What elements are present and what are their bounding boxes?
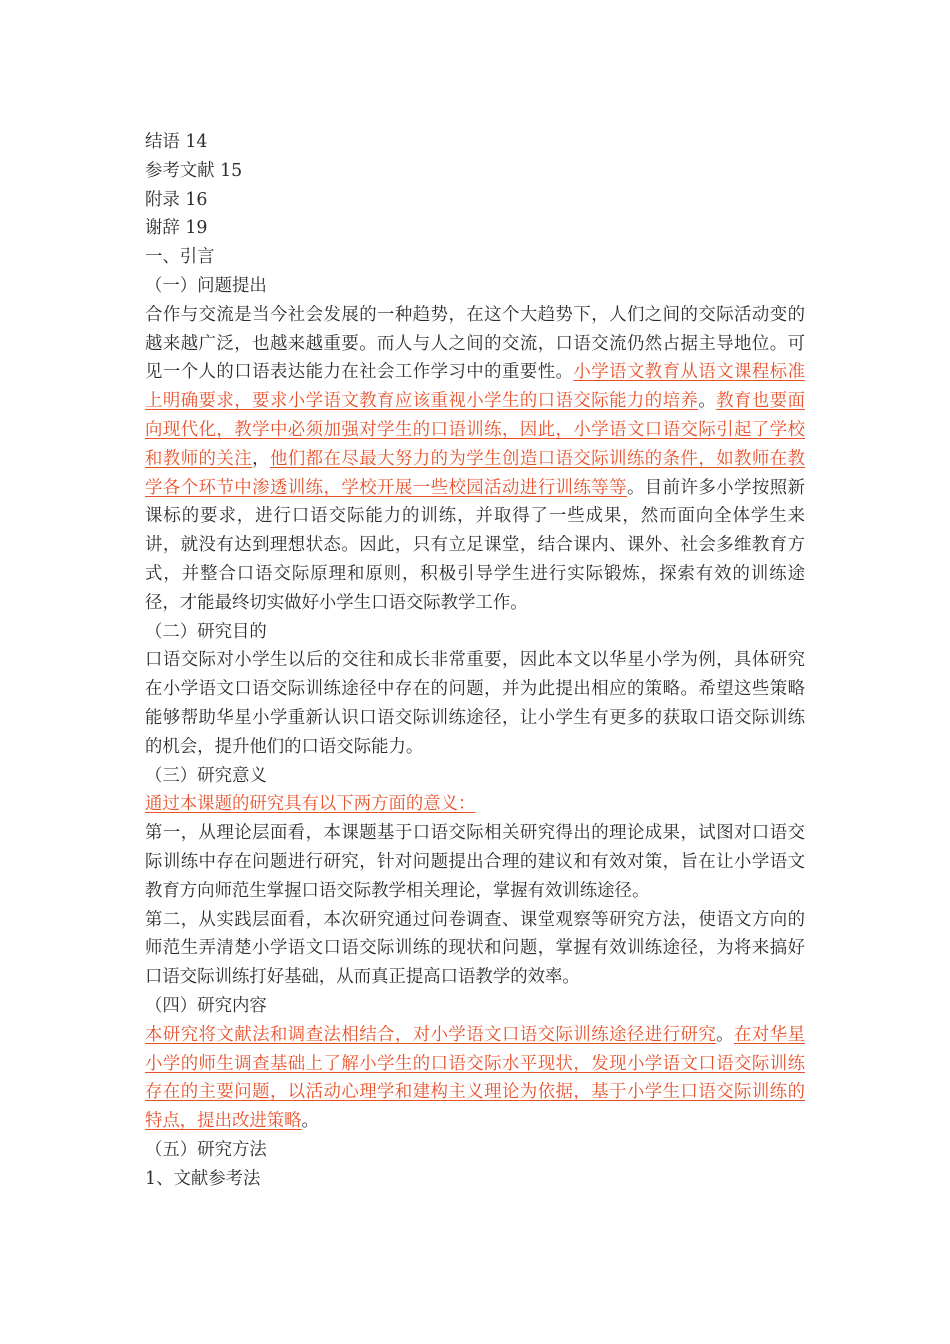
highlighted-text: 他们都在尽最大努力的为学生创造口语交际训练的条件，如教师在教学各个环节中渗透训练，学校开展一些校园活动进行训练等等 bbox=[145, 448, 805, 498]
paragraph-content: 本研究将文献法和调查法相结合，对小学语文口语交际训练途径进行研究。在对华星小学的师生调查基础上了解小学生的口语交际水平现状，发现小学语文口语交际训练存在的主要问题，以活动心理学和建构主义理论为依据，基于小学生口语交际训练的特点，提出改进策略。 bbox=[145, 1024, 805, 1132]
subsection-title-content: （四）研究内容 bbox=[145, 995, 267, 1016]
toc-entry: 参考文献 15 bbox=[145, 160, 243, 181]
highlighted-text: 本研究将文献法和调查法相结合，对小学语文口语交际训练途径进行研究 bbox=[145, 1024, 717, 1045]
subsection-title-purpose: （二）研究目的 bbox=[145, 621, 267, 642]
toc-entry: 附录 16 bbox=[145, 189, 208, 210]
highlighted-text: 通过本课题的研究具有以下两方面的意义： bbox=[145, 794, 476, 815]
paragraph-significance-theory: 第一，从理论层面看，本课题基于口语交际相关研究得出的理论成果，试图对口语交际训练中存在问题进行研究，针对问题提出合理的建议和有效对策，旨在让小学语文教育方向师范生掌握口语交际教学相关理论，掌握有效训练途径。 bbox=[145, 823, 805, 901]
subsection-title-methods: （五）研究方法 bbox=[145, 1139, 267, 1160]
paragraph-significance-practice: 第二，从实践层面看，本次研究通过问卷调查、课堂观察等研究方法，使语文方向的师范生弄清楚小学语文口语交际训练的现状和问题，掌握有效训练途径，为将来搞好口语交际训练打好基础，从而真正提高口语教学的效率。 bbox=[145, 909, 805, 988]
paragraph-purpose: 口语交际对小学生以后的交往和成长非常重要，因此本文以华星小学为例，具体研究在小学语文口语交际训练途径中存在的问题，并为此提出相应的策略。希望这些策略能够帮助华星小学重新认识口语交际训练途径，让小学生有更多的获取口语交际训练的机会，提升他们的口语交际能力。 bbox=[145, 650, 805, 757]
highlighted-line bbox=[145, 790, 805, 819]
paragraph-problem: 合作与交流是当今社会发展的一种趋势，在这个大趋势下，人们之间的交际活动变的越来越广泛，也越来越重要。而人与人之间的交流，口语交流仍然占据主导地位。可见一个人的口语表达能力在社会工作学习中的重要性。小学语文教育从语文课程标准上明确要求，要求小学语文教育应该重视小学生的口语交际能力的培养。教育也要面向现代化，教学中必须加强对学生的口语训练，因此，小学语文口语交际引起了学校和教师的关注，他们都在尽最大努力的为学生创造口语交际训练的条件，如教师在教学各个环节中渗透训练，学校开展一些校园活动进行训练等等。目前许多小学按照新课标的要求，进行口语交际能力的训练，并取得了一些成果，然而面向全体学生来讲，就没有达到理想状态。因此，只有立足课堂，结合课内、课外、社会多维教育方式，并整合口语交际原理和原则，积极引导学生进行实际锻炼，探索有效的训练途径，才能最终切实做好小学生口语交际教学工作。 bbox=[145, 304, 805, 613]
highlighted-text: 在对华星小学的师生调查基础上了解小学生的口语交际水平现状，发现小学语文口语交际训练存在的主要问题，以活动心理学和建构主义理论为依据，基于小学生口语交际训练的特点，提出改进策略 bbox=[145, 1024, 805, 1132]
section-title-intro: 一、引言 bbox=[145, 247, 215, 268]
method-item: 1、文献参考法 bbox=[145, 1168, 261, 1189]
toc-entry: 谢辞 19 bbox=[145, 218, 208, 239]
toc-entry: 结语 14 bbox=[145, 132, 208, 152]
subsection-title-problem: （一）问题提出 bbox=[145, 275, 267, 296]
highlighted-text: 小学语文教育从语文课程标准上明确要求，要求小学语文教育应该重视小学生的口语交际能力的培养 bbox=[145, 362, 805, 412]
subsection-title-significance: （三）研究意义 bbox=[145, 765, 267, 786]
document-page bbox=[145, 128, 805, 1193]
highlighted-text: 教育也要面向现代化，教学中必须加强对学生的口语训练，因此，小学语文口语交际引起了学校和教师的关注 bbox=[145, 391, 805, 469]
